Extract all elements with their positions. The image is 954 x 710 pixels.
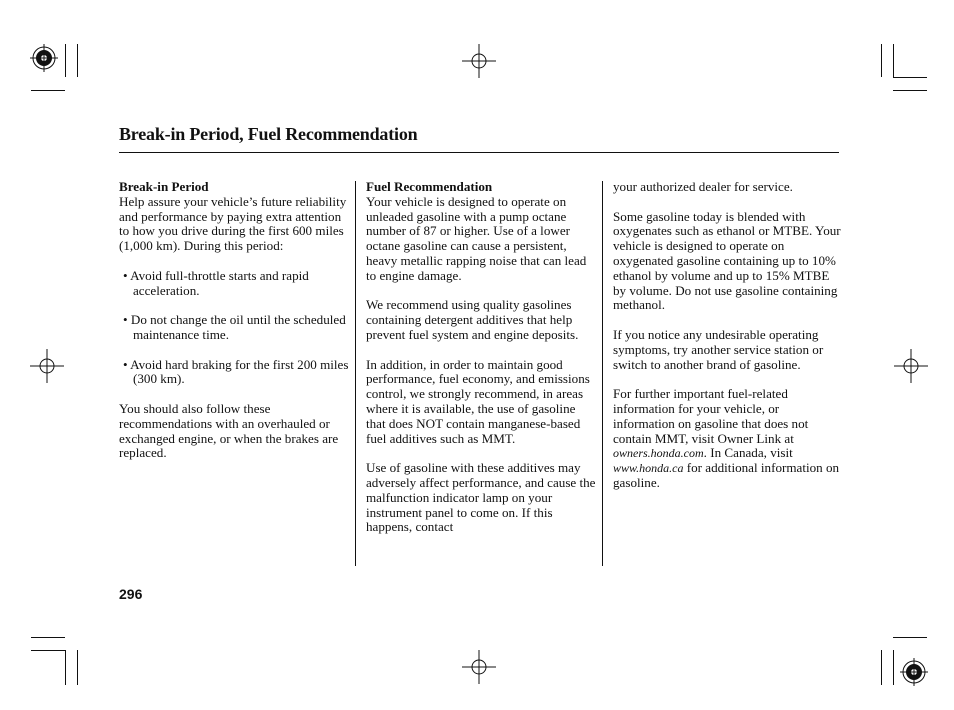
break-in-intro: Help assure your vehicle’s future reliability and performance by paying extra attention to how you drive during the first 600 miles (1,000 km). During this period:: [119, 193, 347, 254]
fuel-para: Use of gasoline with these additives may adversely affect performance, and cause the malfunction indicator lamp on your instrument panel to come on. If this happens, contact: [366, 460, 596, 535]
crosshair-bottom: [462, 650, 496, 684]
column-divider: [355, 181, 356, 566]
registration-target-top-left: [30, 44, 58, 72]
column-divider: [602, 181, 603, 566]
column-fuel: [366, 180, 598, 535]
bullet-item: • Avoid full-throttle starts and rapid acceleration.: [123, 267, 309, 298]
heading-fuel: Fuel Recommendation: [366, 179, 493, 194]
bullet-item: • Avoid hard braking for the first 200 miles (300 km).: [123, 356, 349, 387]
title-rule: [119, 152, 839, 153]
fuel-para: In addition, in order to maintain good performance, fuel economy, and emissions control, we strongly recommend, in areas where it is available, the use of gasoline that does NOT contain manganese-based fuel additives such as MMT.: [366, 356, 590, 446]
break-in-closing: You should also follow these recommendations with an overhauled or exchanged engine, or when the brakes are replaced.: [119, 400, 339, 461]
fuel-para: Some gasoline today is blended with oxygenates such as ethanol or MTBE. Your vehicle is designed to operate on oxygenated gasoline containing up to 10% ethanol by volume and up to 15% MTBE by volume. Do not use gasoline containing methanol.: [613, 208, 841, 313]
fuel-para: Your vehicle is designed to operate on unleaded gasoline with a pump octane number of 87 or higher. Use of a lower octane gasoline can cause a persistent, heavy metallic rapping noise that can lead to engine damage.: [366, 193, 587, 283]
column-fuel-continued: [613, 180, 841, 491]
owners-link[interactable]: owners.honda.com: [613, 446, 704, 461]
fuel-para: your authorized dealer for service.: [613, 179, 793, 194]
crosshair-right: [894, 349, 928, 383]
bullet-item: • Do not change the oil until the scheduled maintenance time.: [123, 312, 346, 342]
fuel-para: We recommend using quality gasolines containing detergent additives that help prevent fuel system and engine deposits.: [366, 297, 579, 342]
page-title: Break-in Period, Fuel Recommendation: [119, 124, 418, 144]
page-number: 296: [119, 586, 143, 602]
crosshair-left: [30, 349, 64, 383]
crosshair-top: [462, 44, 496, 78]
fuel-para-text: for additional information on gasoline.: [613, 460, 840, 490]
fuel-para-links: [613, 387, 841, 491]
fuel-para-text: . In Canada, visit: [703, 445, 793, 461]
fuel-para: If you notice any undesirable operating symptoms, try another service station or switch to another brand of gasoline.: [613, 326, 824, 372]
registration-target-bottom-right: [900, 658, 928, 686]
column-break-in: [119, 180, 349, 461]
fuel-para-text: For further important fuel-related information for your vehicle, or information on gasoline that does not contain MMT, visit Owner Link at: [613, 386, 809, 446]
heading-break-in: Break-in Period: [119, 179, 209, 194]
honda-ca-link[interactable]: www.honda.ca: [613, 461, 684, 476]
